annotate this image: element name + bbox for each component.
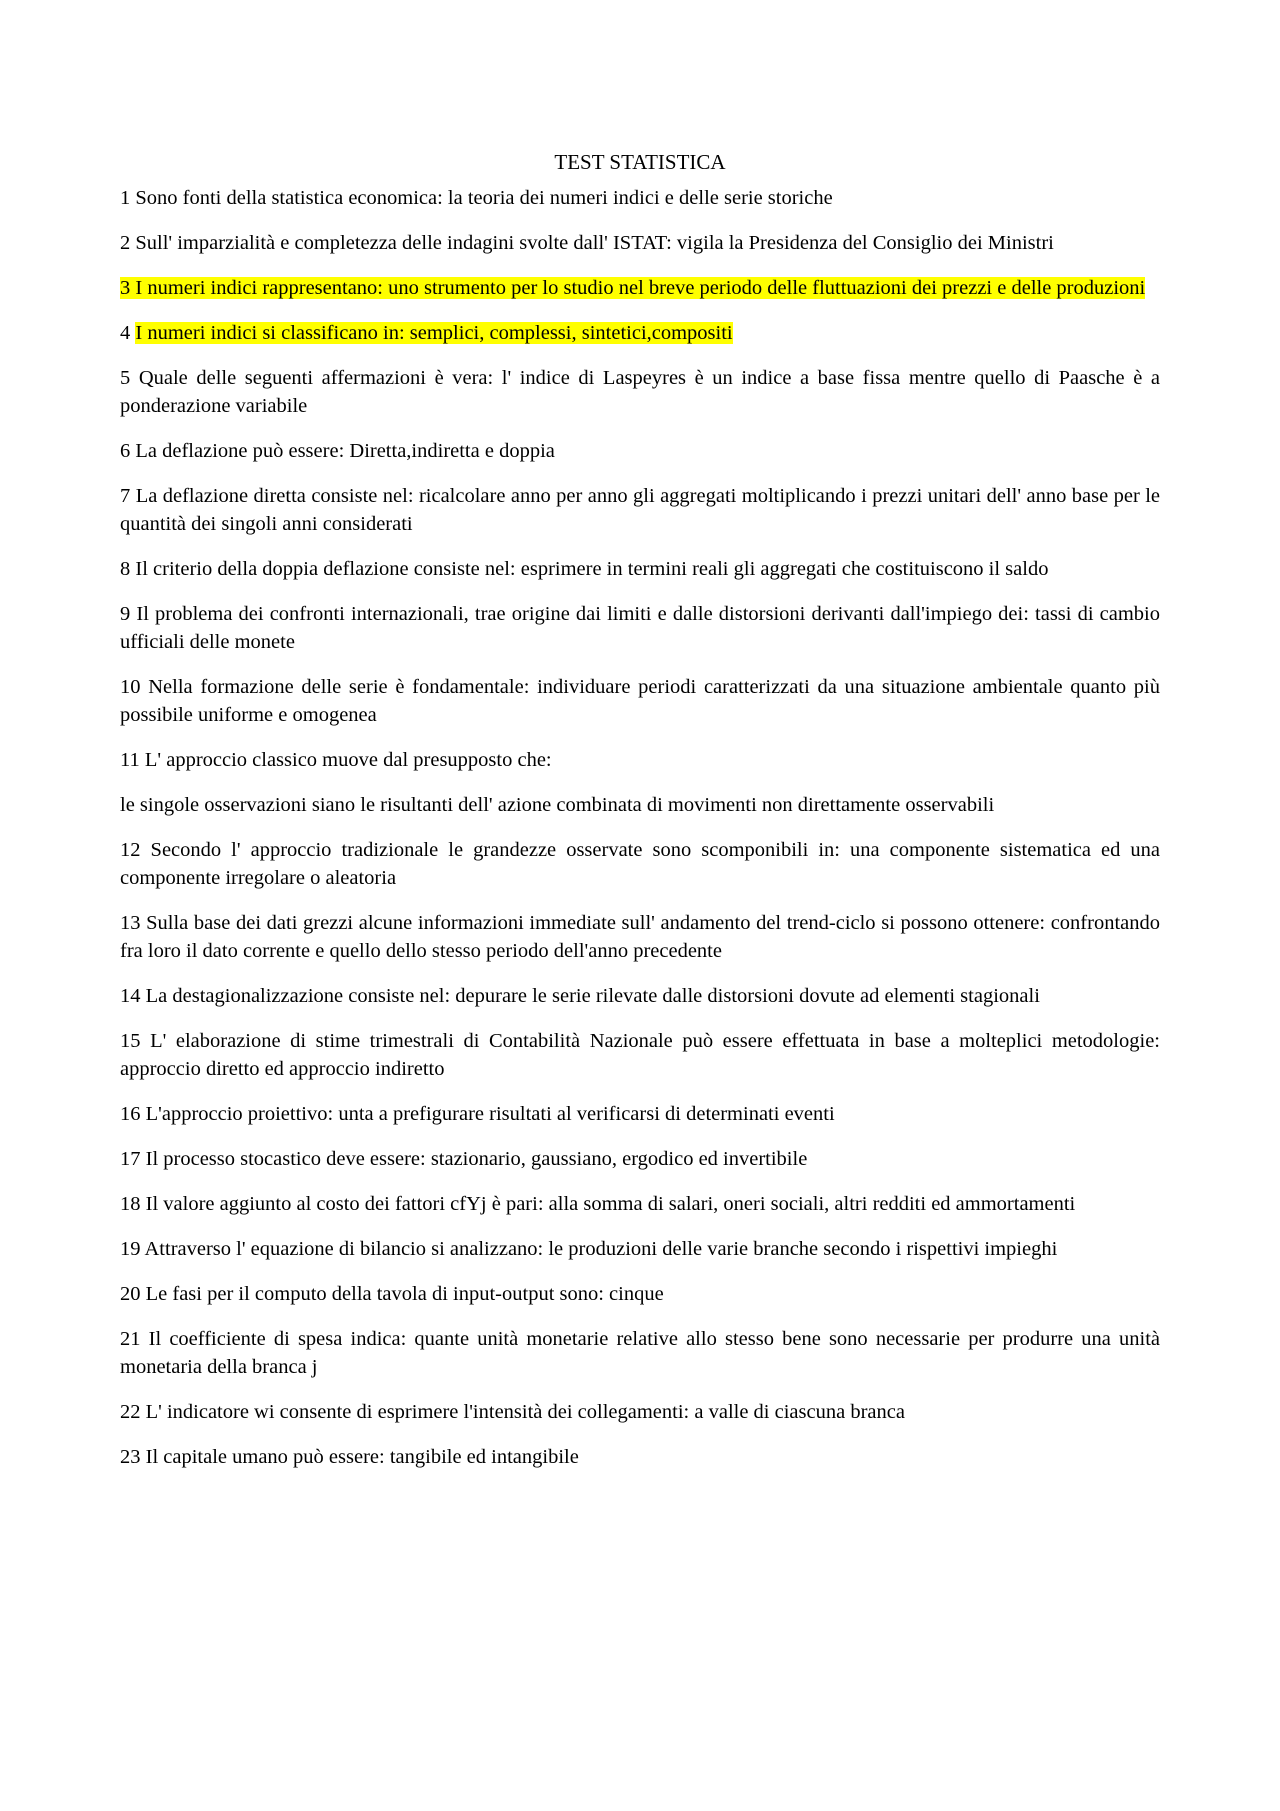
question-17	[120, 1145, 1160, 1173]
question-number: 17	[120, 1148, 141, 1170]
question-number: 9	[120, 603, 131, 625]
question-2	[120, 229, 1160, 257]
question-number: 12	[120, 839, 141, 861]
question-21	[120, 1325, 1160, 1381]
question-text: Il problema dei confronti internazionali, trae origine dai limiti e dalle distorsioni derivanti dall'impiego dei: tassi di cambio ufficiali delle monete	[120, 603, 1160, 653]
question-8	[120, 555, 1160, 583]
question-number: 10	[120, 676, 141, 698]
question-20	[120, 1280, 1160, 1308]
question-13	[120, 909, 1160, 965]
question-number: 23	[120, 1446, 141, 1468]
question-text: I numeri indici si classificano in: semplici, complessi, sintetici,compositi	[135, 322, 733, 344]
question-number: 16	[120, 1103, 141, 1125]
question-number: 1	[120, 187, 131, 209]
question-text: La destagionalizzazione consiste nel: depurare le serie rilevate dalle distorsioni dovute ad elementi stagionali	[145, 985, 1040, 1007]
question-12	[120, 836, 1160, 892]
question-text: La deflazione diretta consiste nel: ricalcolare anno per anno gli aggregati moltiplicando i prezzi unitari dell' anno base per le quantità dei singoli anni considerati	[120, 485, 1161, 535]
question-text: Quale delle seguenti affermazioni è vera: l' indice di Laspeyres è un indice a base fissa mentre quello di Paasche è a ponderazione variabile	[120, 367, 1161, 417]
question-11-answer	[120, 791, 1160, 819]
question-11	[120, 746, 1160, 774]
question-number: 15	[120, 1030, 141, 1052]
question-text: Sulla base dei dati grezzi alcune informazioni immediate sull' andamento del trend-ciclo si possono ottenere: confrontando fra loro il dato corrente e quello dello stesso periodo dell'anno precedente	[120, 912, 1160, 962]
question-6	[120, 437, 1160, 465]
question-text: Il coefficiente di spesa indica: quante unità monetarie relative allo stesso bene sono necessarie per produrre una unità monetaria della branca j	[120, 1328, 1160, 1378]
question-number: 18	[120, 1193, 141, 1215]
question-9	[120, 600, 1160, 656]
question-text: Sull' imparzialità e completezza delle indagini svolte dall' ISTAT: vigila la Presidenza del Consiglio dei Ministri	[135, 232, 1054, 254]
question-19	[120, 1235, 1160, 1263]
question-text: L' approccio classico muove dal presupposto che:	[144, 749, 552, 771]
question-number: 14	[120, 985, 141, 1007]
question-number: 22	[120, 1401, 141, 1423]
question-number: 21	[120, 1328, 141, 1350]
question-text: Sono fonti della statistica economica: la teoria dei numeri indici e delle serie storiche	[135, 187, 833, 209]
question-text: Il capitale umano può essere: tangibile ed intangibile	[145, 1446, 579, 1468]
question-text: Nella formazione delle serie è fondamentale: individuare periodi caratterizzati da una situazione ambientale quanto più possibile uniforme e omogenea	[120, 676, 1161, 726]
question-1	[120, 184, 1160, 212]
question-number: 2	[120, 232, 131, 254]
question-14	[120, 982, 1160, 1010]
question-text: Le fasi per il computo della tavola di input-output sono: cinque	[145, 1283, 664, 1305]
question-text: L' elaborazione di stime trimestrali di Contabilità Nazionale può essere effettuata in base a molteplici metodologie: approccio diretto ed approccio indiretto	[120, 1030, 1160, 1080]
highlighted-text	[120, 277, 1145, 299]
question-22	[120, 1398, 1160, 1426]
question-number: 8	[120, 558, 131, 580]
question-text: Secondo l' approccio tradizionale le grandezze osservate sono scomponibili in: una componente sistematica ed una componente irregolare o aleatoria	[120, 839, 1160, 889]
question-4	[120, 319, 1160, 347]
question-number: 11	[120, 749, 140, 771]
question-15	[120, 1027, 1160, 1083]
question-text: Attraverso l' equazione di bilancio si analizzano: le produzioni delle varie branche secondo i rispettivi impieghi	[144, 1238, 1058, 1260]
question-text: L' indicatore wi consente di esprimere l'intensità dei collegamenti: a valle di ciascuna branca	[145, 1401, 905, 1423]
question-3	[120, 274, 1160, 302]
question-16	[120, 1100, 1160, 1128]
question-text: le singole osservazioni siano le risultanti dell' azione combinata di movimenti non direttamente osservabili	[120, 794, 995, 816]
question-number: 7	[120, 485, 131, 507]
document-page	[120, 148, 1160, 1488]
question-number: 20	[120, 1283, 141, 1305]
question-number: 4	[120, 322, 131, 344]
question-7	[120, 482, 1160, 538]
question-number: 13	[120, 912, 141, 934]
question-number: 19	[120, 1238, 141, 1260]
question-number: 3	[120, 277, 131, 299]
question-text: La deflazione può essere: Diretta,indiretta e doppia	[135, 440, 555, 462]
question-text: I numeri indici rappresentano: uno strumento per lo studio nel breve periodo delle fluttuazioni dei prezzi e delle produzioni	[135, 277, 1146, 299]
question-23	[120, 1443, 1160, 1471]
question-18	[120, 1190, 1160, 1218]
question-number: 6	[120, 440, 131, 462]
question-text: L'approccio proiettivo: unta a prefigurare risultati al verificarsi di determinati eventi	[145, 1103, 835, 1125]
question-text: Il processo stocastico deve essere: stazionario, gaussiano, ergodico ed invertibile	[145, 1148, 808, 1170]
document-title: TEST STATISTICA	[554, 150, 726, 174]
question-text: Il valore aggiunto al costo dei fattori cfYj è pari: alla somma di salari, oneri sociali, altri redditi ed ammortamenti	[145, 1193, 1076, 1215]
question-5	[120, 364, 1160, 420]
question-10	[120, 673, 1160, 729]
question-text: Il criterio della doppia deflazione consiste nel: esprimere in termini reali gli aggregati che costituiscono il saldo	[135, 558, 1049, 580]
question-number: 5	[120, 367, 131, 389]
